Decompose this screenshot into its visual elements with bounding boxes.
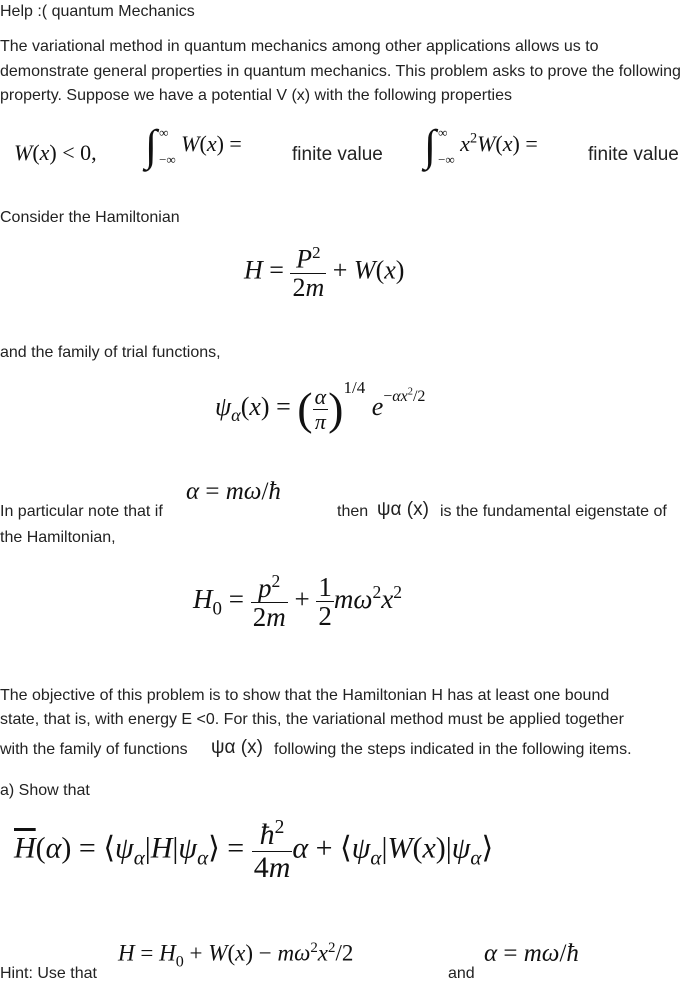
objective-psi: ψα (x) <box>211 737 263 758</box>
consider-text: Consider the Hamiltonian <box>0 209 180 226</box>
finite-value-label-1: finite value <box>292 144 383 165</box>
trial-function: $\psi_\alpha(x)$ = ( $\frac{\alpha}{\pi}$ )$^{1/4}$ $e^{-\alpha x^2/2}$ <box>215 378 426 435</box>
intro-paragraph: The variational method in quantum mechanics among other applications allows us to demonstrate general properties in quantum mechanics. This problem asks to prove the following property. Suppose we have a potential V (x) with the following properties <box>0 38 681 104</box>
note-psi: ψα (x) <box>377 499 429 520</box>
energy-expectation: $\overline{H}(\alpha)$ = $⟨\psi_\alpha|H|\psi_\alpha⟩$ = $\frac{ħ^2}{4m}$ $\alpha + ⟨\psi_\alpha|W(x)|\psi_\alpha⟩$ <box>14 817 494 884</box>
note-eigenstate: is the fundamental eigenstate of <box>440 503 667 520</box>
objective-line-3b: following the steps indicated in the following items. <box>274 741 632 758</box>
objective-line-1: The objective of this problem is to show that the Hamiltonian H has at least one bound <box>0 687 610 704</box>
condition-w-negative: W(x) < 0, <box>14 140 97 165</box>
hint-hamiltonian: $H = H_0 + W(x) - m\omega^2x^2/2$ <box>118 940 354 971</box>
page-title: Help :( quantum Mechanics <box>0 3 195 20</box>
integral-x2-w: ∫ ∞ −∞ $x^2W(x)$ = <box>424 121 538 170</box>
note-then: then <box>337 503 369 520</box>
hint-alpha: α = mω/ħ <box>484 940 579 967</box>
family-text: and the family of trial functions, <box>0 344 221 361</box>
hamiltonian-h: H = $\frac{P^2}{2m}$ + W(x) <box>244 243 405 302</box>
part-a-label: a) Show that <box>0 782 90 799</box>
integral-w: ∫ ∞ −∞ W(x) = <box>145 121 242 170</box>
objective-line-2: state, that is, with energy E <0. For this, the variational method must be applied together <box>0 711 624 728</box>
hamiltonian-h0: $H_0$ = $\frac{p^2}{2m}$ + $\frac{1}{2}$ $m\omega^2x^2$ <box>193 571 402 633</box>
hint-prefix: Hint: Use that <box>0 965 97 982</box>
hint-and: and <box>448 965 475 982</box>
finite-value-label-2: finite value <box>588 144 679 165</box>
note-prefix: In particular note that if <box>0 503 163 520</box>
note-line-2: the Hamiltonian, <box>0 529 116 546</box>
objective-line-3a: with the family of functions <box>0 741 188 758</box>
alpha-definition: α = mω/ħ <box>186 478 281 505</box>
